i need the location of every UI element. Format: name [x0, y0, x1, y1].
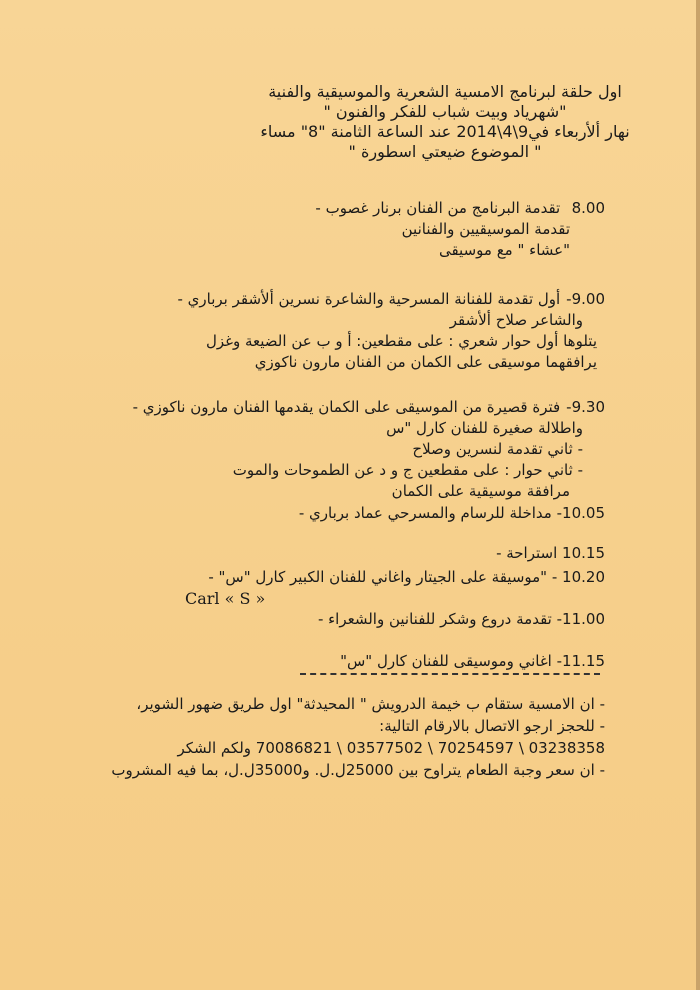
program-time: 9.00-: [566, 290, 605, 308]
program-item-800: [105, 198, 605, 261]
program-row: [105, 289, 605, 310]
title-line-2: "شهرياد وبيت شباب للفكر والفنون ": [323, 102, 567, 121]
program-text: - ثاني حوار : على مقطعين ج و د عن الطموحات والموت: [232, 461, 583, 479]
program-row: [105, 543, 605, 564]
program-item-1020: [105, 567, 605, 588]
note-price: - ان سعر وجبة الطعام يتراوح بين 25000ل.ل. و35000ل.ل، بما فيه المشروب: [111, 761, 605, 779]
note-phone-numbers: 03238358 \ 70254597 \ 03577502 \ 70086821 ولكم الشكر: [177, 739, 605, 757]
program-time: 11.00-: [556, 610, 605, 628]
program-text: تقدمة الموسيقيين والفنانين: [401, 220, 570, 238]
program-text: والشاعر صلاح ألأشقر: [449, 311, 583, 329]
dashed-separator: [300, 673, 600, 675]
program-text: يتلوها أول حوار شعري : على مقطعين: أ و ب عن الضيعة وغزل: [205, 332, 597, 350]
page-scan-mark: [615, 962, 637, 972]
program-time: 10.05-: [556, 504, 605, 522]
program-item-1115: [105, 651, 605, 672]
program-text: مرافقة موسيقية على الكمان: [391, 482, 570, 500]
program-text: تقدمة دروع وشكر للفنانين والشعراء -: [317, 610, 552, 628]
program-text: يرافقهما موسيقى على الكمان من الفنان مارون ناكوزي: [254, 353, 597, 371]
program-item-1005: [105, 503, 605, 524]
title-line-1: اول حلقة لبرنامج الامسية الشعرية والموسيقية والفنية: [268, 82, 622, 101]
program-time: 11.15-: [556, 652, 605, 670]
program-text: اغاني وموسيقى للفنان كارل "س": [340, 652, 552, 670]
program-row: [105, 567, 605, 588]
program-time: 8.00: [571, 199, 605, 217]
program-text: - ثاني تقدمة لنسرين وصلاح: [412, 440, 583, 458]
program-text: أول تقدمة للفنانة المسرحية والشاعرة نسرين ألأشقر برباري -: [177, 290, 561, 308]
program-time: 9.30-: [566, 398, 605, 416]
title-line-3: نهار ألأربعاء في9\4\2014 عند الساعة الثامنة "8" مساء: [260, 122, 630, 141]
note-location: - ان الامسية ستقام ب خيمة الدرويش " المحيدثة" اول طريق ضهور الشوير،: [136, 695, 605, 713]
program-text: "موسيقة على الجيتار واغاني للفنان الكبير كارل "س" -: [208, 568, 548, 586]
title-line-4: " الموضوع ضيعتي اسطورة ": [348, 142, 542, 161]
program-time: 10.20 -: [551, 568, 605, 586]
program-text: تقدمة البرنامج من الفنان برنار غصوب -: [315, 199, 561, 217]
program-item-1100: [105, 609, 605, 630]
program-text: فترة قصيرة من الموسيقى على الكمان يقدمها الفنان مارون ناكوزي -: [132, 398, 561, 416]
event-notes: [85, 693, 605, 781]
program-item-1015: [105, 543, 605, 564]
program-row: [105, 503, 605, 524]
program-item-900: [105, 289, 605, 373]
program-item-930: [105, 397, 605, 502]
program-row: [105, 609, 605, 630]
program-title: [230, 82, 660, 162]
program-time: 10.15: [562, 544, 605, 562]
program-text: مداخلة للرسام والمسرحي عماد برباري -: [298, 504, 552, 522]
program-text: "عشاء " مع موسيقى: [438, 241, 570, 259]
carl-name-latin: Carl « S »: [185, 589, 266, 608]
program-text: واطلالة صغيرة للفنان كارل "س: [386, 419, 583, 437]
page-edge: [696, 0, 700, 990]
program-row: [105, 198, 605, 219]
program-row: [105, 651, 605, 672]
note-booking: - للحجز ارجو الاتصال بالارقام التالية:: [379, 717, 605, 735]
program-row: [105, 397, 605, 418]
program-text: استراحة -: [496, 544, 558, 562]
